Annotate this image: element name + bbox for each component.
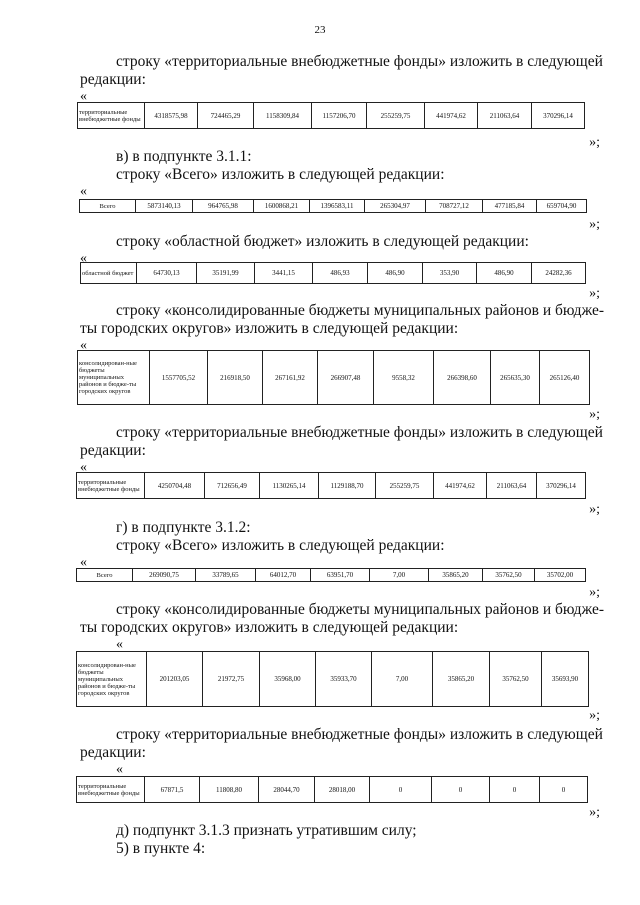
table-cell: 266907,48 [318,351,374,405]
table-cell: 659704,90 [537,200,587,213]
paragraph-sec5-line2: редакции: [80,442,146,459]
paragraph-sec4-line2: ты городских округов» изложить в следующей редакции: [80,320,459,337]
table-cell: 35693,90 [542,652,589,707]
table-cell: 35702,00 [535,569,586,582]
table-cell: 486,90 [368,263,423,284]
table-row [80,200,587,213]
table-cell: 269090,75 [133,569,196,582]
open-quote-mark: « [80,555,87,570]
row-label: территориальные внебюджетные фонды [77,473,145,499]
table-cell: 9558,32 [374,351,434,405]
paragraph-sec2-line1: строку «Всего» изложить в следующей редакции: [116,166,445,183]
table-cell: 7,00 [370,569,429,582]
paragraph-sec4-line1: строку «консолидированные бюджеты муниципальных районов и бюдже- [116,302,605,319]
table-cell: 35865,20 [429,569,483,582]
table-cell: 0 [432,777,490,803]
table-row [78,103,585,129]
table-row [77,569,586,582]
table-cell: 370296,14 [532,103,585,129]
paragraph-sec7-line2: ты городских округов» изложить в следующей редакции: [80,619,459,636]
table-cell: 1557705,52 [150,351,208,405]
table-row [77,473,586,499]
row-label: территориальные внебюджетные фонды [77,777,145,803]
table-cell: 4250704,48 [145,473,205,499]
close-quote-mark: »; [589,502,600,517]
table-sec7 [76,651,589,707]
table-cell: 24282,36 [532,263,586,284]
table-cell: 11808,80 [200,777,259,803]
table-cell: 35933,70 [316,652,372,707]
table-cell: 5873140,13 [136,200,193,213]
table-cell: 255259,75 [367,103,425,129]
table-cell: 35865,20 [433,652,490,707]
table-sec4 [77,350,590,405]
subsection-heading-v: в) в подпункте 3.1.1: [116,148,252,165]
paragraph-sec5-line1: строку «территориальные внебюджетные фонды» изложить в следующей [116,424,603,441]
table-sec6 [76,568,586,582]
table-cell: 67871,5 [145,777,200,803]
table-cell: 0 [490,777,540,803]
table-cell: 0 [370,777,432,803]
open-quote-mark: « [80,460,87,475]
table-cell: 1600868,21 [254,200,310,213]
table-row [77,652,589,707]
table-cell: 353,90 [423,263,477,284]
open-quote-mark: « [80,89,87,104]
table-sec2 [79,199,587,213]
table-cell: 1157206,70 [312,103,367,129]
subsection-heading-g: г) в подпункте 3.1.2: [116,519,251,536]
row-label: консолидирован-ные бюджеты муниципальных районов и бюдже-ты городских округов [77,652,147,707]
table-cell: 21972,75 [203,652,260,707]
paragraph-sec1-line2: редакции: [80,71,146,88]
paragraph-tail-line1: д) подпункт 3.1.3 признать утратившим силу; [116,822,417,839]
table-cell: 267161,92 [263,351,318,405]
table-sec8 [76,776,588,803]
open-quote-mark: « [80,251,87,266]
paragraph-sec6-line1: строку «Всего» изложить в следующей редакции: [116,537,445,554]
table-sec3 [80,262,586,284]
table-cell: 708727,12 [426,200,483,213]
table-cell: 712656,49 [205,473,260,499]
table-cell: 3441,15 [255,263,313,284]
table-cell: 35762,50 [483,569,535,582]
table-cell: 1130265,14 [260,473,319,499]
row-label: территориальные внебюджетные фонды [78,103,145,129]
table-cell: 0 [540,777,588,803]
close-quote-mark: »; [589,708,600,723]
table-cell: 486,93 [313,263,368,284]
table-cell: 7,00 [372,652,433,707]
table-cell: 33789,65 [196,569,256,582]
table-cell: 35968,00 [260,652,316,707]
table-cell: 211063,64 [478,103,532,129]
table-cell: 35191,99 [197,263,255,284]
close-quote-mark: »; [589,217,600,232]
table-cell: 1396583,11 [310,200,365,213]
table-cell: 964765,98 [193,200,254,213]
table-cell: 4318575,98 [145,103,198,129]
row-label: Всего [77,569,133,582]
table-cell: 255259,75 [376,473,434,499]
table-cell: 1129188,70 [319,473,376,499]
table-row [78,351,590,405]
close-quote-mark: »; [589,805,600,820]
table-row [81,263,586,284]
close-quote-mark: »; [589,407,600,422]
table-cell: 265635,30 [491,351,540,405]
table-cell: 211063,64 [487,473,537,499]
open-quote-mark: « [116,637,123,652]
table-cell: 63951,70 [311,569,370,582]
table-cell: 441974,62 [425,103,478,129]
paragraph-sec1-line1: строку «территориальные внебюджетные фонды» изложить в следующей [116,53,603,70]
open-quote-mark: « [80,338,87,353]
table-cell: 1158309,84 [254,103,312,129]
table-sec5 [76,472,586,499]
table-cell: 265304,97 [365,200,426,213]
table-cell: 64730,13 [137,263,197,284]
table-cell: 724465,29 [198,103,254,129]
paragraph-tail-line2: 5) в пункте 4: [116,840,206,857]
row-label: консолидирован-ные бюджеты муниципальных районов и бюдже-ты городских округов [78,351,150,405]
table-sec1 [77,102,585,129]
row-label: Всего [80,200,136,213]
table-cell: 216918,50 [208,351,263,405]
open-quote-mark: « [116,762,123,777]
table-cell: 28018,00 [315,777,370,803]
table-cell: 28044,70 [259,777,315,803]
table-cell: 201203,05 [147,652,203,707]
close-quote-mark: »; [589,585,600,600]
paragraph-sec3-line1: строку «областной бюджет» изложить в следующей редакции: [116,233,529,250]
row-label: областной бюджет [81,263,137,284]
table-cell: 477185,84 [483,200,537,213]
paragraph-sec8-line2: редакции: [80,744,146,761]
table-cell: 265126,40 [540,351,590,405]
table-cell: 441974,62 [434,473,487,499]
close-quote-mark: »; [589,135,600,150]
table-cell: 266398,60 [434,351,491,405]
table-row [77,777,588,803]
table-cell: 64012,70 [256,569,311,582]
page-number: 23 [314,24,326,36]
table-cell: 370296,14 [537,473,586,499]
paragraph-sec8-line1: строку «территориальные внебюджетные фонды» изложить в следующей [116,726,603,743]
paragraph-sec7-line1: строку «консолидированные бюджеты муниципальных районов и бюдже- [116,601,605,618]
table-cell: 35762,50 [490,652,542,707]
table-cell: 486,90 [477,263,532,284]
open-quote-mark: « [80,184,87,199]
close-quote-mark: »; [589,286,600,301]
